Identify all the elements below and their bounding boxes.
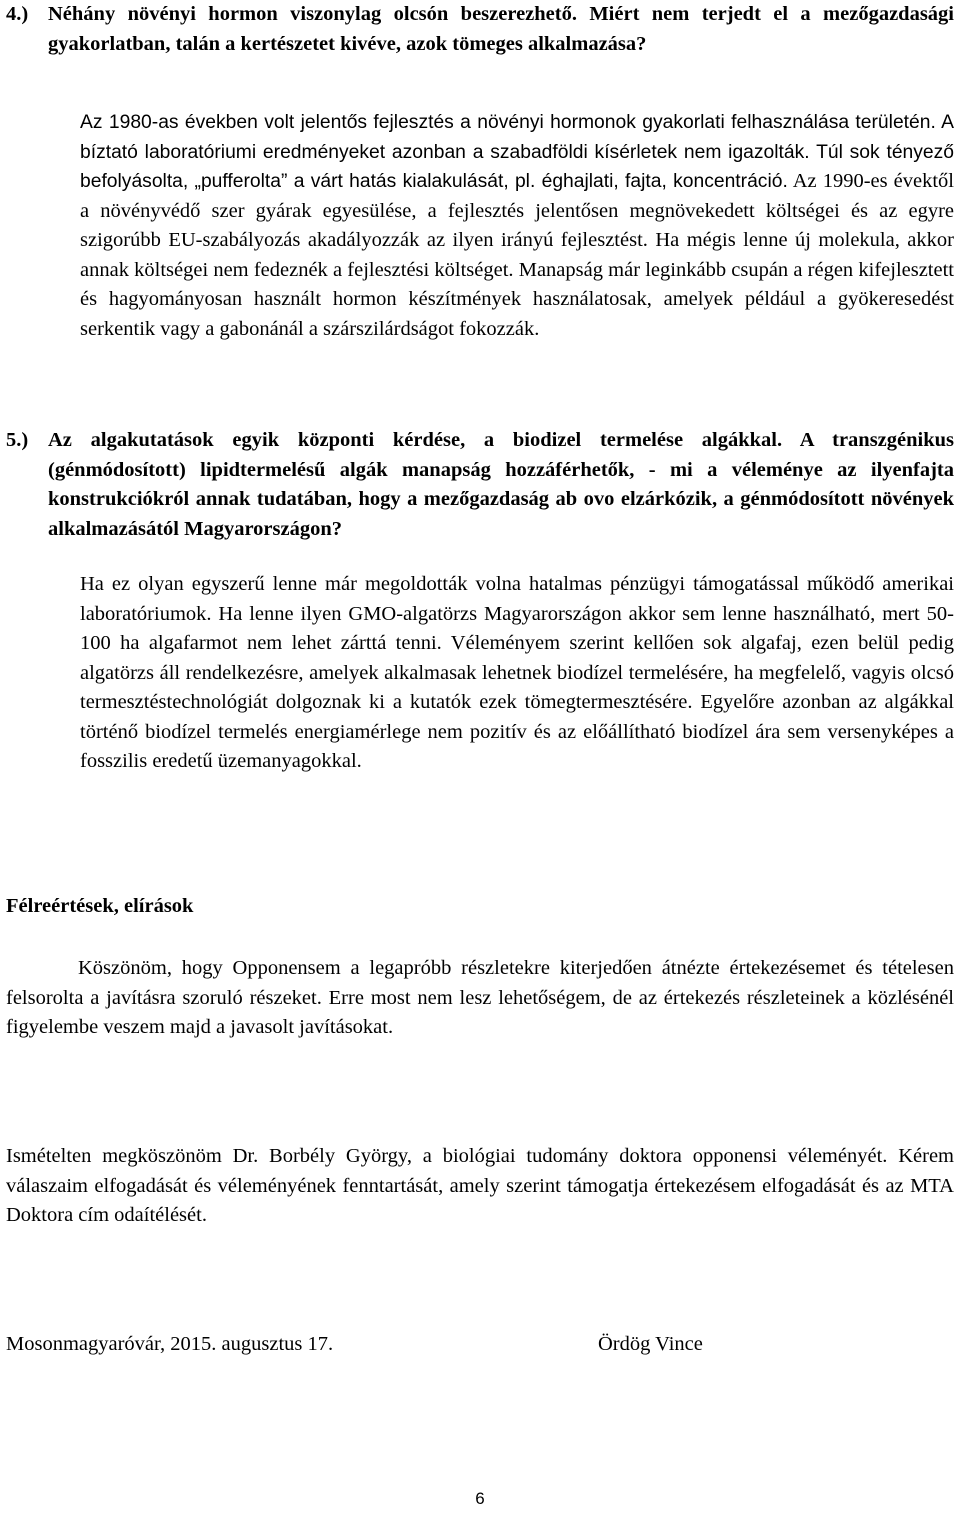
answer-4-part-2: Az 1990-es évektől a növényvédő szer gyárak egyesülése, a fejlesztés jelentősen megnövekedett költségei és az egyre szigorúbb EU-szabályozás akadályozzák az ilyen irányú fejlesztést. Ha mégis lenne új molekula, akkor annak költségei nem fedeznék a fejlesztési költséget. Manapság már leginkább csupán a régen kifejlesztett és hagyományosan használt hormon készítmények használatosak, amelyek például a gyökeresedést serkentik vagy a gabonánál a szárszilárdságot fokozzák. (80, 170, 954, 340)
place-date: Mosonmagyaróvár, 2015. augusztus 17. (6, 1333, 334, 1355)
signer-name: Ördög Vince (598, 1333, 703, 1355)
closing-paragraph: Ismételten megköszönöm Dr. Borbély György, a biológiai tudomány doktora opponensi véleményét. Kérem válaszaim elfogadását és véleményének fenntartását, amely szerint támogatja értekezésem elfogadását és az MTA Doktora cím odaítélését. (6, 1145, 954, 1226)
answer-4 (80, 108, 954, 344)
errata-heading: Félreértések, elírások (6, 895, 194, 917)
question-4 (6, 0, 954, 59)
signature-row (6, 1330, 954, 1360)
question-4-text: Néhány növényi hormon viszonylag olcsón beszerezhető. Miért nem terjedt el a mezőgazdasági gyakorlatban, talán a kertészetet kivéve, azok tömeges alkalmazása? (48, 3, 954, 55)
answer-5: Ha ez olyan egyszerű lenne már megoldották volna hatalmas pénzügyi támogatással működő amerikai laboratóriumok. Ha lenne ilyen GMO-algatörzs Magyarországon akkor sem lenne használható, mert 50-100 ha algafarmot nem lehet zárttá tenni. Véleményem szerint kellően sok algafaj, ezen belül pedig algatörzs áll rendelkezésre, amelyek alkalmasak lehetnek biodízel termelésére, ha megfelelő, vagyis olcsó termesztéstechnológiát dolgoznak ki a kutatók ezek tömegtermesztésére. Egyelőre azonban az algákkal történő biodízel termelés energiamérlege nem pozitív és az előállítható biodízel ára sem versenyképes a fosszilis eredetű üzemanyagokkal. (80, 573, 954, 772)
question-5 (6, 426, 954, 544)
question-5-number: 5.) (6, 429, 29, 451)
answer-4-part-1: Az 1980-as években volt jelentős fejlesztés a növényi hormonok gyakorlati felhasználása területén. A bíztató laboratóriumi eredményeket azonban a szabadföldi kísérletek nem igazolták. Túl sok tényező befolyásolta, „pufferolta” a várt hatás kialakulását, pl. éghajlati, fajta, koncentráció. (80, 112, 954, 192)
page-number: 6 (475, 1489, 485, 1508)
question-4-number: 4.) (6, 3, 29, 25)
errata-paragraph: Köszönöm, hogy Opponensem a legapróbb részletekre kiterjedően átnézte értekezésemet és tételesen felsorolta a javításra szoruló részeket. Erre most nem lesz lehetőségem, de az értekezés részleteinek a közlésénél figyelembe veszem majd a javasolt javításokat. (6, 957, 954, 1038)
question-5-text: Az algakutatások egyik központi kérdése, a biodizel termelése algákkal. A transzgénikus (génmódosított) lipidtermelésű algák manapság hozzáférhetők, - mi a véleménye az ilyenfajta konstrukciókról annak tudatában, hogy a mezőgazdaság ab ovo elzárkózik, a génmódosított növények alkalmazásától Magyarországon? (48, 429, 954, 540)
